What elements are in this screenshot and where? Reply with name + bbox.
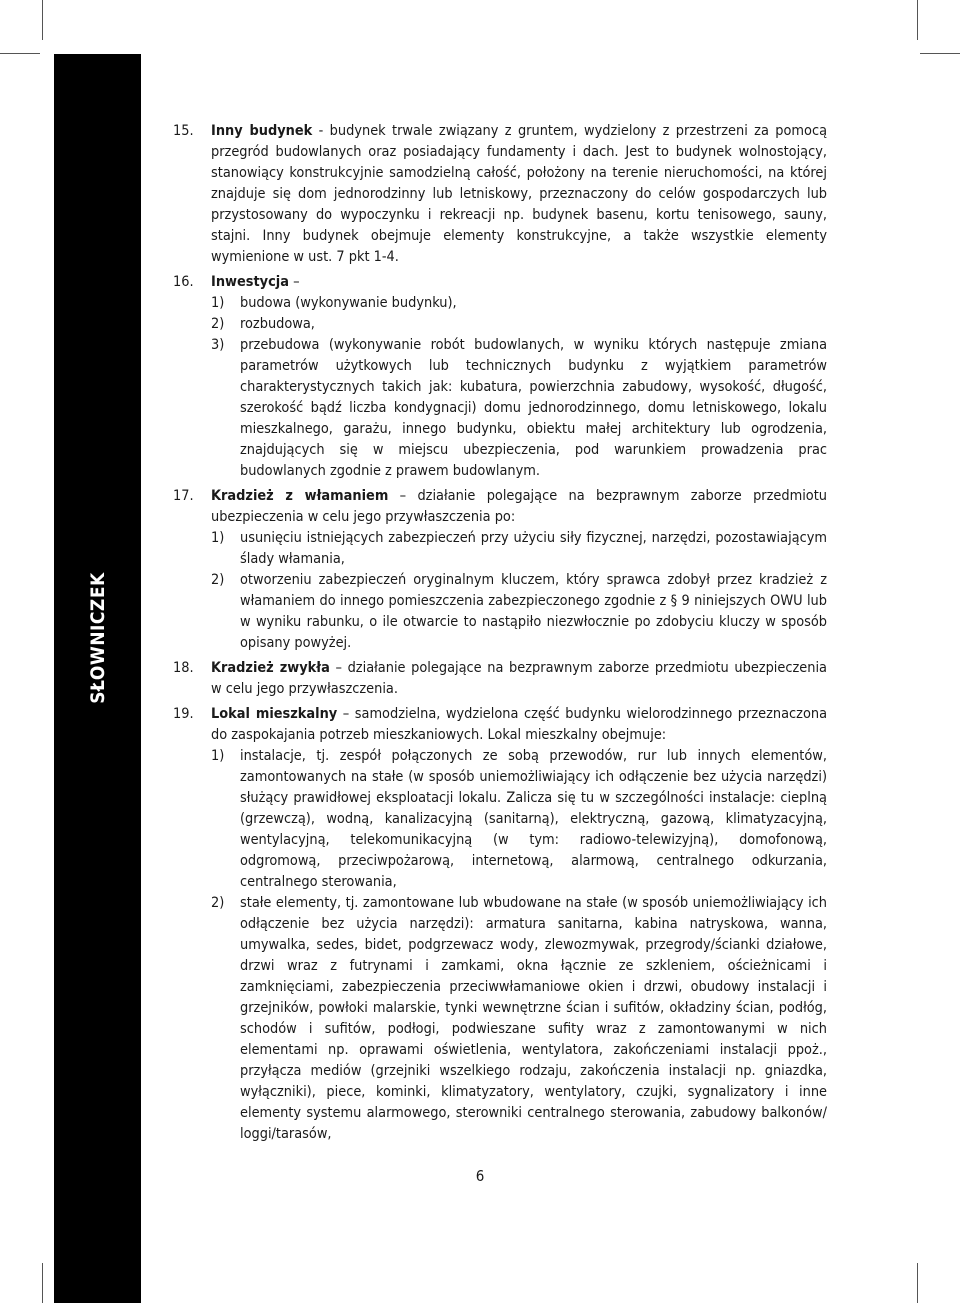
glossary-entry-16: [173, 272, 827, 482]
list-item-text: usunięciu istniejących zabezpieczeń przy użyciu siły fizycznej, narzędzi, pozostawiającym ślady włamania,: [240, 530, 827, 567]
list-item-number: 1): [211, 295, 225, 311]
entry-paragraph: [211, 272, 827, 293]
entry-term: Kradzież z włamaniem: [211, 488, 389, 504]
sidebar-title: [54, 572, 141, 704]
list-item: [211, 746, 827, 893]
entry-paragraph: [211, 121, 827, 268]
entry-body: [211, 121, 827, 268]
entry-number: 15.: [173, 123, 194, 139]
crop-mark: [917, 1263, 918, 1303]
entry-paragraph: [211, 658, 827, 700]
entry-number: 18.: [173, 660, 194, 676]
entry-paragraph: [211, 704, 827, 746]
crop-mark: [920, 53, 960, 54]
crop-mark: [42, 1263, 43, 1303]
entry-definition: – samodzielna, wydzielona część budynku wielorodzinnego przeznaczona do zaspokajania potrzeb mieszkaniowych. Lokal mieszkalny obejmuje:: [211, 706, 827, 743]
entry-sublist: [211, 528, 827, 654]
list-item-text: rozbudowa,: [240, 316, 315, 332]
entry-term: Inwestycja: [211, 274, 289, 290]
list-item-number: 2): [211, 572, 225, 588]
list-item-text: otworzeniu zabezpieczeń oryginalnym kluczem, który sprawca zdobył przez kradzież z włamaniem do innego pomieszczenia zabezpieczonego zgodnie z § 9 niniejszych OWU lub w wyniku rabunku, o ile otwarcie to nastąpiło niezwłocznie po zdobyciu kluczy w sposób opisany powyżej.: [240, 572, 827, 651]
glossary-entry-19: [173, 704, 827, 1145]
entry-definition: – działanie polegające na bezprawnym zaborze przedmiotu ubezpieczenia w celu jego przywłaszczenia po:: [211, 488, 828, 525]
entry-sublist: [211, 293, 827, 482]
list-item: [211, 893, 827, 1145]
list-item: [211, 528, 827, 570]
glossary-content: [173, 121, 827, 1145]
entry-definition: – działanie polegające na bezprawnym zaborze przedmiotu ubezpieczenia w celu jego przywłaszczenia.: [211, 660, 827, 697]
list-item: [211, 314, 827, 335]
list-item-number: 2): [211, 316, 225, 332]
list-item: [211, 335, 827, 482]
entry-term: Lokal mieszkalny: [211, 706, 338, 722]
glossary-entry-18: [173, 658, 827, 700]
entry-body: [211, 486, 827, 654]
crop-mark: [0, 53, 40, 54]
entry-sublist: [211, 746, 827, 1145]
list-item-text: instalacje, tj. zespół połączonych ze sobą przewodów, rur lub innych elementów, zamontowanych na stałe (w sposób uniemożliwiający ich odłączenie bez użycia narzędzi) służący prawidłowej eksploatacji lokalu. Zalicza się tu w szczególności instalacje: cieplną (grzewczą), wodną, kanalizacyjną (sanitarną), elektryczną, gazową, klimatyzacyjną, wentylacyjną, telekomunikacyjną (w tym: radiowo-telewizyjną), domofonową, odgromową, przeciwpożarową, internetową, alarmową, centralnego odkurzania, centralnego sterowania,: [240, 748, 827, 890]
entry-definition: - budynek trwale związany z gruntem, wydzielony z przestrzeni za pomocą przegród budowlanych oraz posiadający fundamenty i dach. Jest to budynek wolnostojący, stanowiący konstrukcyjnie samodzielną całość, położony na terenie nieruchomości, na której znajduje się dom jednorodzinny lub letniskowy, przeznaczony do celów gospodarczych lub przystosowany do wypoczynku i rekreacji np. budynek basenu, kortu tenisowego, sauny, stajni. Inny budynek obejmuje elementy konstrukcyjne, a także wszystkie elementy wymienione w ust. 7 pkt 1-4.: [211, 123, 828, 265]
crop-mark: [42, 0, 43, 40]
list-item-number: 1): [211, 748, 225, 764]
list-item-number: 1): [211, 530, 225, 546]
entry-definition: –: [288, 274, 300, 290]
sidebar-title-text: SŁOWNICZEK: [86, 572, 109, 704]
entry-body: [211, 658, 827, 700]
list-item: [211, 570, 827, 654]
entry-number: 19.: [173, 706, 194, 722]
entry-body: [211, 272, 827, 482]
list-item-number: 3): [211, 337, 225, 353]
entry-number: 16.: [173, 274, 194, 290]
entry-body: [211, 704, 827, 1145]
list-item: [211, 293, 827, 314]
list-item-number: 2): [211, 895, 225, 911]
glossary-entry-17: [173, 486, 827, 654]
entry-number: 17.: [173, 488, 194, 504]
list-item-text: budowa (wykonywanie budynku),: [240, 295, 457, 311]
entry-paragraph: [211, 486, 827, 528]
entry-term: Kradzież zwykła: [211, 660, 330, 676]
list-item-text: przebudowa (wykonywanie robót budowlanych, w wyniku których następuje zmiana parametrów użytkowych lub technicznych budynku z wyjątkiem parametrów charakterystycznych takich jak: kubatura, powierzchnia zabudowy, wysokość, długość, szerokość bądź liczba kondygnacji) domu jednorodzinnego, domu letniskowego, lokalu mieszkalnego, garażu, innego budynku, obiektu małej architektury lub ogrodzenia, znajdujących się w miejscu ubezpieczenia, pod warunkiem prowadzenia prac budowlanych zgodnie z prawem budowlanym.: [240, 337, 827, 479]
page-number: 6: [475, 1167, 485, 1185]
entry-term: Inny budynek: [211, 123, 313, 139]
crop-mark: [917, 0, 918, 40]
glossary-entry-15: [173, 121, 827, 268]
list-item-text: stałe elementy, tj. zamontowane lub wbudowane na stałe (w sposób uniemożliwiający ich odłączenie bez użycia narzędzi): armatura sanitarna, kabina natryskowa, wanna, umywalka, sedes, bidet, podgrzewacz wody, zlewozmywak, przegrody/ścianki działowe, drzwi wraz z futrynami i zamkami, okna łącznie ze szkleniem, ościeżnicami i zamknięciami, zabezpieczenia przeciwwłamaniowe okien i drzwi, obudowy instalacji i grzejników, powłoki malarskie, tynki wewnętrzne ścian i sufitów, okładziny ścian, podłóg, schodów i sufitów, podłogi, podwieszane sufity wraz z zamontowanymi w nich elementami np. oprawami oświetlenia, wentylatora, zakończeniami instalacji ppoż., przyłącza mediów (grzejniki wszelkiego rodzaju, zakończenia instalacji np. gniazdka, wyłączniki), piece, kominki, klimatyzatory, wentylatory, czujki, sygnalizatory i inne elementy systemu alarmowego, sterowniki centralnego sterowania, zabudowy balkonów/ loggi/tarasów,: [240, 895, 827, 1142]
